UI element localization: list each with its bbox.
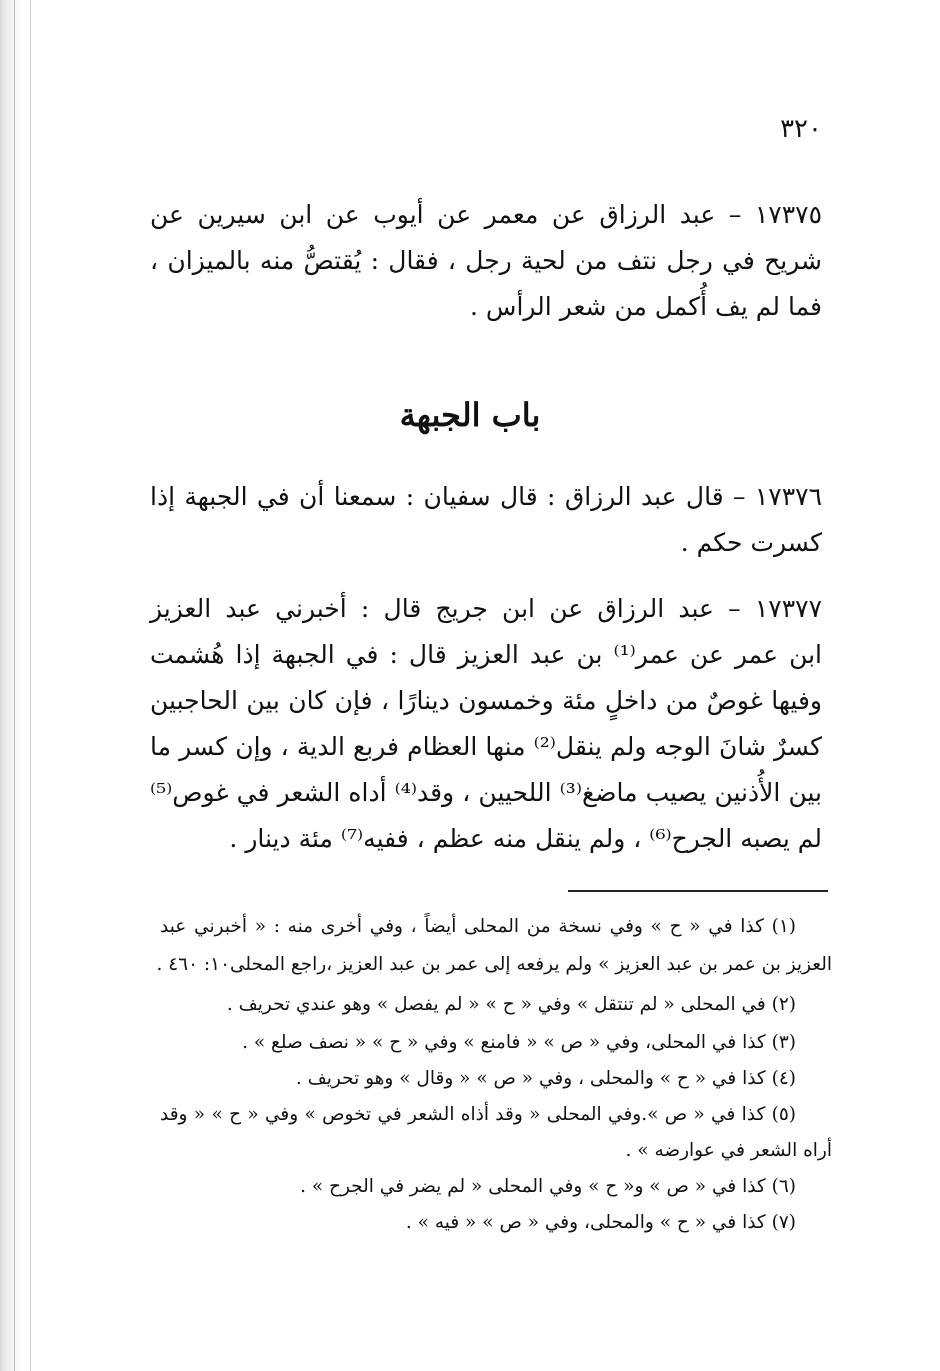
hadith-17376 (150, 474, 822, 566)
hadith-17377 (150, 586, 822, 862)
footnote-1: (١) كذا في « ح » وفي نسخة من المحلى أيضاً ، وفي أخرى منه : « أخبرني عبد (160, 916, 796, 937)
text-line: بين الأُذنين يصيب ماضغ⁽³⁾ اللحيين ، وقد⁽⁴⁾ أداه الشعر في غوص⁽⁵⁾ (150, 778, 823, 807)
footnote-6: (٦) كذا في « ص » و« ح » وفي المحلى « لم يضر في الجرح » . (300, 1176, 796, 1197)
footnote-5: (٥) كذا في « ص ».وفي المحلى « وقد أذاه الشعر في تخوص » وفي « ح » « وقد (160, 1104, 796, 1125)
text-line: ١٧٣٧٧ – عبد الرزاق عن ابن جريج قال : أخبرني عبد العزيز (150, 594, 822, 623)
text-line: شريح في رجل نتف من لحية رجل ، فقال : يُقتصُّ منه بالميزان ، (150, 246, 822, 275)
scan-edge-line (14, 0, 15, 1371)
text-line: وفيها غوصٌ من داخلٍ مئة وخمسون دينارًا ، فإن كان بين الحاجبين (150, 686, 822, 715)
footnote-7: (٧) كذا في « ح » والمحلى، وفي « ص » « فيه » . (405, 1212, 796, 1233)
text-line: فما لم يف أُكمل من شعر الرأس . (470, 292, 822, 321)
footnote-separator (568, 890, 828, 892)
footnote-1-continued: العزيز بن عمر بن عبد العزيز » ولم يرفعه إلى عمر بن عبد العزيز ،راجع المحلى١٠: ٤٦٠ . (156, 954, 832, 975)
text-line: ١٧٣٧٦ – قال عبد الرزاق : قال سفيان : سمعنا أن في الجبهة إذا (150, 482, 822, 511)
text-line: كسرت حكم . (680, 528, 822, 557)
footnote-5-continued: أراه الشعر في عوارضه » . (625, 1140, 832, 1161)
footnote-2: (٢) في المحلى « لم تنتقل » وفي « ح » « لم يفصل » وهو عندي تحريف . (226, 994, 796, 1015)
scan-edge-line (30, 0, 31, 1371)
chapter-heading: باب الجبهة (399, 396, 541, 434)
footnote-4: (٤) كذا في « ح » والمحلى ، وفي « ص » « وقال » وهو تحريف . (295, 1068, 796, 1089)
footnote-3: (٣) كذا في المحلى، وفي « ص » « فامنع » وفي « ح » « نصف صلع » . (242, 1032, 796, 1053)
hadith-17375 (150, 192, 822, 330)
text-line: كسرٌ شانَ الوجه ولم ينقل⁽²⁾ منها العظام فربع الدية ، وإن كسر ما (150, 732, 822, 761)
text-line: ١٧٣٧٥ – عبد الرزاق عن معمر عن أيوب عن ابن سيرين عن (150, 200, 822, 229)
page-number: ٣٢٠ (780, 114, 822, 144)
text-line: ابن عمر عن عمر⁽¹⁾ بن عبد العزيز قال : في الجبهة إذا هُشمت (150, 640, 822, 669)
text-line: لم يصبه الجرح⁽⁶⁾ ، ولم ينقل منه عظم ، ففيه⁽⁷⁾ مئة دينار . (229, 824, 822, 853)
scan-edge-shadow (0, 0, 40, 1371)
